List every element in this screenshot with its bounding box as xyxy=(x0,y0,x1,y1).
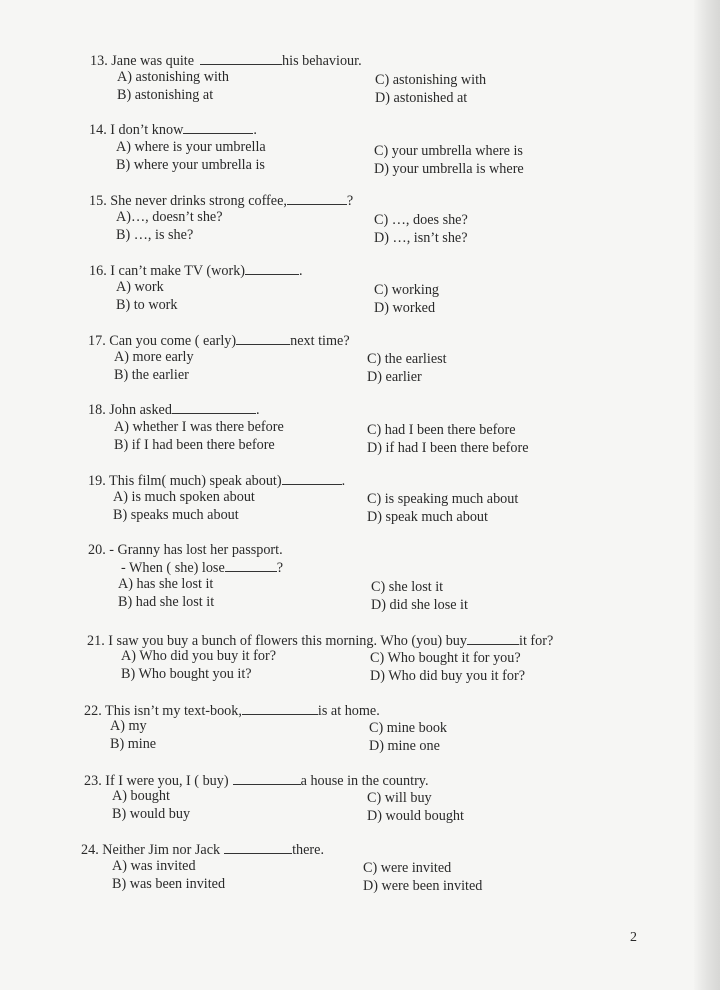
answer-blank xyxy=(467,632,519,645)
option-a: A) has she lost it xyxy=(118,576,214,592)
option-c: C) mine book xyxy=(369,720,448,736)
question-stem: 19. This film( much) speak about) xyxy=(88,473,282,489)
option-b: B) …, is she? xyxy=(116,227,194,243)
question-stem-end: . xyxy=(253,122,257,138)
question-23 xyxy=(84,772,464,824)
question-stem: 13. Jane was quite xyxy=(90,53,195,69)
question-stem: 17. Can you come ( early) xyxy=(88,333,237,349)
option-d: D) worked xyxy=(374,300,436,316)
option-d: D) if had I been there before xyxy=(367,440,529,456)
answer-blank xyxy=(183,121,253,134)
question-stem-end: there. xyxy=(292,842,324,858)
question-19 xyxy=(88,472,519,525)
answer-blank xyxy=(225,559,277,572)
question-stem-end: his behaviour. xyxy=(282,53,362,69)
answer-blank xyxy=(200,52,282,65)
option-b: B) speaks much about xyxy=(113,507,239,523)
question-15 xyxy=(89,192,468,246)
option-a: A) more early xyxy=(114,349,194,365)
option-a: A) bought xyxy=(112,788,170,804)
option-a: A) work xyxy=(116,279,164,295)
question-stem-end: is at home. xyxy=(317,703,380,719)
option-c: C) the earliest xyxy=(367,351,447,367)
question-stem-end: . xyxy=(341,473,346,489)
page-number: 2 xyxy=(630,930,637,945)
option-c: C) had I been there before xyxy=(367,422,516,438)
question-13 xyxy=(90,52,487,106)
option-b: B) if I had been there before xyxy=(114,437,275,453)
option-b: B) had she lost it xyxy=(118,594,215,610)
option-d: D) astonished at xyxy=(375,90,468,106)
option-c: C) astonishing with xyxy=(375,72,487,88)
option-d: D) earlier xyxy=(367,369,422,385)
option-c: C) your umbrella where is xyxy=(374,143,523,159)
question-16 xyxy=(89,262,440,316)
question-stem: 22. This isn’t my text-book, xyxy=(84,703,242,719)
option-b: B) astonishing at xyxy=(117,87,214,103)
question-stem: 24. Neither Jim nor Jack xyxy=(81,842,221,858)
question-14 xyxy=(89,121,524,177)
option-d: D) …, isn’t she? xyxy=(374,230,468,246)
question-stem: 14. I don’t know xyxy=(89,122,184,138)
option-d: D) speak much about xyxy=(367,509,488,525)
option-b: B) was been invited xyxy=(112,876,226,892)
option-d: D) your umbrella is where xyxy=(374,161,524,177)
question-stem-end: it for? xyxy=(519,633,554,649)
question-stem: 23. If I were you, I ( buy) xyxy=(84,773,229,789)
answer-blank xyxy=(172,401,256,414)
option-c: C) Who bought it for you? xyxy=(370,650,521,666)
answer-blank xyxy=(233,772,301,785)
question-stem-end: ? xyxy=(276,560,284,576)
option-b: B) Who bought you it? xyxy=(121,666,252,682)
option-a: A) my xyxy=(110,718,147,734)
option-d: D) would bought xyxy=(367,808,464,824)
option-c: C) will buy xyxy=(367,790,432,806)
question-stem: 15. She never drinks strong coffee, xyxy=(89,193,287,209)
option-a: A) was invited xyxy=(112,858,196,874)
question-22 xyxy=(84,702,448,754)
option-b: B) the earlier xyxy=(114,367,189,383)
option-b: B) would buy xyxy=(112,806,191,822)
option-d: D) mine one xyxy=(369,738,440,754)
question-24 xyxy=(81,841,483,894)
option-d: D) were been invited xyxy=(363,878,483,894)
option-b: B) where your umbrella is xyxy=(116,157,265,173)
option-a: A)…, doesn’t she? xyxy=(116,209,223,225)
question-stem-end: . xyxy=(255,402,260,418)
question-stem: 20. - Granny has lost her passport. xyxy=(88,542,283,558)
answer-blank xyxy=(242,702,318,715)
option-a: A) is much spoken about xyxy=(113,489,255,505)
page-edge-shadow xyxy=(694,0,720,990)
question-stem-end: next time? xyxy=(290,333,350,349)
answer-blank xyxy=(245,262,299,275)
answer-blank xyxy=(224,841,292,854)
option-a: A) where is your umbrella xyxy=(116,139,266,155)
option-a: A) whether I was there before xyxy=(114,419,284,435)
question-stem: 16. I can’t make TV (work) xyxy=(89,263,246,279)
question-stem-line-2: - When ( she) lose xyxy=(121,560,225,576)
question-stem-end: . xyxy=(299,263,303,279)
answer-blank xyxy=(287,192,347,205)
answer-blank xyxy=(236,332,290,345)
question-21 xyxy=(87,632,554,684)
option-a: A) Who did you buy it for? xyxy=(121,648,276,664)
question-stem-end: a house in the country. xyxy=(300,773,429,789)
option-c: C) were invited xyxy=(363,860,452,876)
option-c: C) is speaking much about xyxy=(367,491,519,507)
option-a: A) astonishing with xyxy=(117,69,229,85)
option-d: D) did she lose it xyxy=(371,597,468,613)
question-18 xyxy=(88,401,529,456)
option-c: C) working xyxy=(374,282,440,298)
answer-blank xyxy=(282,472,342,485)
option-c: C) she lost it xyxy=(371,579,444,595)
question-17 xyxy=(88,332,447,385)
question-stem-end: ? xyxy=(346,193,354,209)
option-b: B) to work xyxy=(116,297,178,313)
question-stem: 21. I saw you buy a bunch of flowers this morning. Who (you) buy xyxy=(87,633,467,649)
option-b: B) mine xyxy=(110,736,157,752)
option-c: C) …, does she? xyxy=(374,212,468,228)
option-d: D) Who did buy you it for? xyxy=(370,668,525,684)
question-stem: 18. John asked xyxy=(88,402,172,418)
question-20 xyxy=(88,542,468,613)
